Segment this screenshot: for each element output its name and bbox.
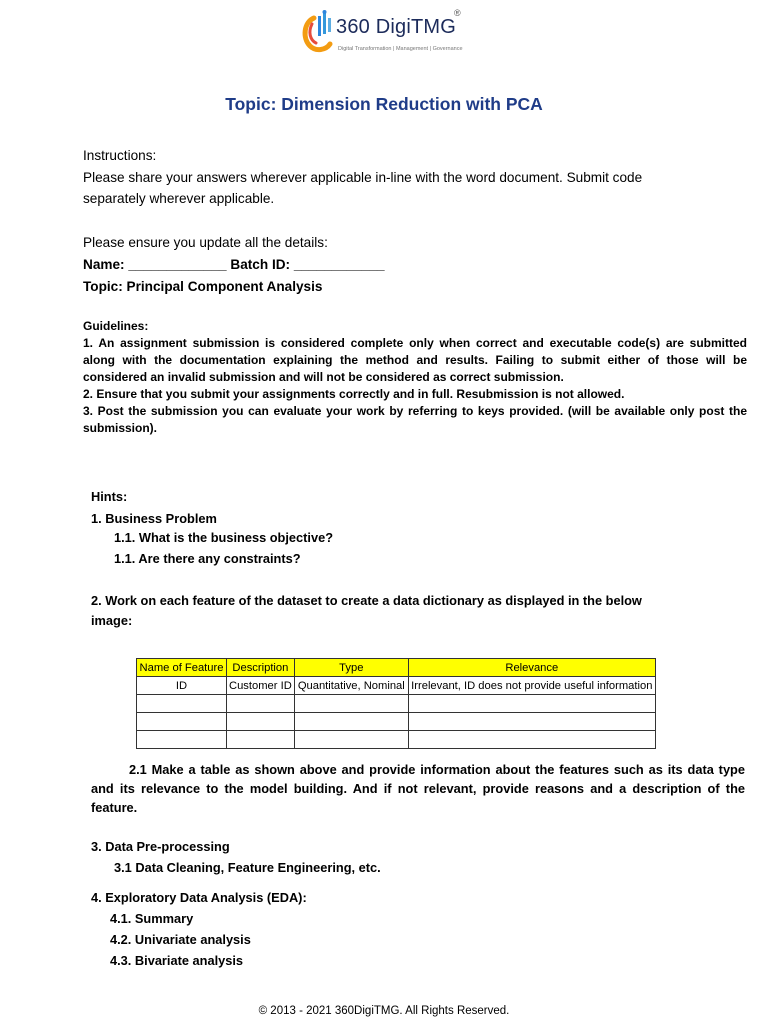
guideline-item-3: 3. Post the submission you can evaluate your work by referring to keys provided. (will be available only post the submission). — [83, 404, 747, 435]
task-2-1-text: 2.1 Make a table as shown above and provide information about the features such as its data type and its relevance to the model building. And if not relevant, provide reasons and a description of the feature. — [91, 762, 745, 815]
hint-data-dictionary-line-2: image: — [91, 613, 133, 628]
registered-mark: ® — [454, 8, 461, 18]
step-eda-univariate: 4.2. Univariate analysis — [110, 932, 251, 947]
table-header-cell: Relevance — [408, 659, 655, 677]
name-field-label: Name: _____________ — [83, 257, 227, 272]
guidelines-section — [83, 318, 747, 437]
instructions-heading: Instructions: — [83, 148, 157, 163]
table-cell: Irrelevant, ID does not provide useful information — [408, 677, 655, 695]
table-cell — [137, 695, 227, 713]
table-cell — [408, 695, 655, 713]
table-cell: Quantitative, Nominal — [294, 677, 408, 695]
table-cell: ID — [137, 677, 227, 695]
table-cell — [294, 731, 408, 749]
table-cell — [137, 731, 227, 749]
guideline-item-2: 2. Ensure that you submit your assignments correctly and in full. Resubmission is not allowed. — [83, 387, 625, 401]
topic-line: Topic: Principal Component Analysis — [83, 279, 323, 294]
table-header-row — [137, 659, 656, 677]
logo-wordmark: 360 DigiTMG — [336, 16, 457, 38]
table-cell — [227, 695, 295, 713]
instructions-line-1: Please share your answers wherever applicable in-line with the word document. Submit code — [83, 170, 643, 185]
hints-heading: Hints: — [91, 489, 128, 504]
company-logo — [300, 6, 470, 58]
table-cell — [227, 713, 295, 731]
hint-business-objective: 1.1. What is the business objective? — [114, 530, 334, 545]
table-cell — [408, 713, 655, 731]
table-row — [137, 713, 656, 731]
ensure-details-text: Please ensure you update all the details: — [83, 235, 328, 250]
table-row — [137, 695, 656, 713]
table-cell — [137, 713, 227, 731]
table-header-cell: Type — [294, 659, 408, 677]
batch-id-field-label: Batch ID: ____________ — [230, 257, 385, 272]
step-eda: 4. Exploratory Data Analysis (EDA): — [91, 890, 307, 905]
step-eda-summary: 4.1. Summary — [110, 911, 194, 926]
guideline-item-1: 1. An assignment submission is considered complete only when correct and executable code(s) are submitted along with the documentation explaining the method and results. Failing to submit either of those will be considered an invalid submission and will not be considered as correct submission. — [83, 336, 747, 384]
table-header-cell: Description — [227, 659, 295, 677]
step-data-preprocessing: 3. Data Pre-processing — [91, 839, 230, 854]
table-row — [137, 731, 656, 749]
table-row — [137, 677, 656, 695]
hint-constraints: 1.1. Are there any constraints? — [114, 551, 301, 566]
name-batch-line — [83, 254, 385, 276]
table-cell — [227, 731, 295, 749]
guidelines-heading: Guidelines: — [83, 319, 149, 333]
step-data-cleaning: 3.1 Data Cleaning, Feature Engineering, etc. — [114, 860, 381, 875]
hint-data-dictionary-line-1: 2. Work on each feature of the dataset to create a data dictionary as displayed in the below — [91, 593, 642, 608]
table-header-cell: Name of Feature — [137, 659, 227, 677]
data-dictionary-table — [136, 658, 656, 749]
table-cell — [294, 713, 408, 731]
table-cell — [408, 731, 655, 749]
logo-mark-icon — [300, 10, 334, 54]
logo-tagline: Digital Transformation | Management | Governance — [338, 46, 463, 52]
table-cell — [294, 695, 408, 713]
instructions-line-2: separately wherever applicable. — [83, 191, 275, 206]
page-title: Topic: Dimension Reduction with PCA — [225, 94, 543, 114]
table-cell: Customer ID — [227, 677, 295, 695]
copyright-footer: © 2013 - 2021 360DigiTMG. All Rights Reserved. — [258, 1005, 510, 1017]
task-2-1-paragraph — [91, 760, 745, 817]
hint-business-problem: 1. Business Problem — [91, 511, 217, 526]
step-eda-bivariate: 4.3. Bivariate analysis — [110, 953, 244, 968]
